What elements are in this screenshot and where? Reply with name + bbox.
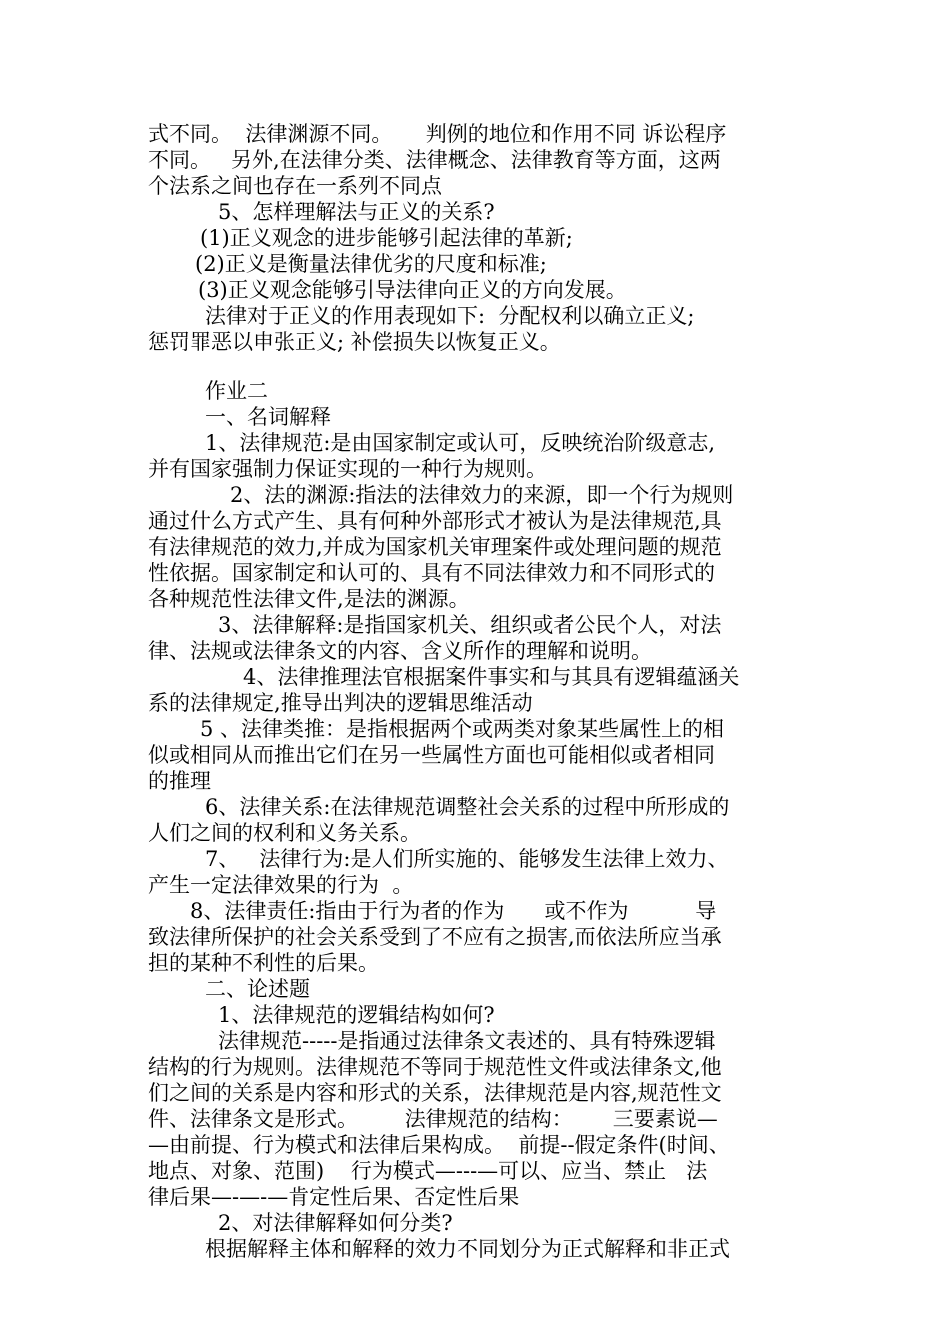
section-question: 5、怎样理解法与正义的关系? — [218, 200, 495, 224]
text-line: 7、 法律行为:是人们所实施的、能够发生法律上效力、 — [205, 847, 729, 871]
text-line: 似或相同从而推出它们在另一些属性方面也可能相似或者相同 — [148, 743, 715, 767]
text-line: 担的某种不利性的后果。 — [148, 951, 379, 975]
text-line: 并有国家强制力保证实现的一种行为规则。 — [148, 457, 547, 481]
section-question: 1、法律规范的逻辑结构如何? — [218, 1003, 495, 1027]
text-line: (1)正义观念的进步能够引起法律的革新; — [200, 226, 573, 250]
text-line: 1、法律规范:是由国家制定或认可，反映统治阶级意志, — [205, 431, 716, 455]
section-heading: 一、名词解释 — [205, 405, 331, 429]
text-line: 律、法规或法律条文的内容、含义所作的理解和说明。 — [148, 639, 652, 663]
text-line: 件、法律条文是形式。 法律规范的结构： 三要素说— — [148, 1107, 718, 1131]
text-line: 8、法律责任:指由于行为者的作为 或不作为 导 — [190, 899, 717, 923]
section-heading: 二、论述题 — [205, 977, 310, 1001]
assignment-title: 作业二 — [205, 379, 268, 403]
text-line: 律后果—-—-—肯定性后果、否定性后果 — [148, 1185, 520, 1209]
text-line: —由前提、行为模式和法律后果构成。 前提--假定条件(时间、 — [148, 1133, 730, 1157]
text-line: 的推理 — [148, 769, 211, 793]
text-line: 结构的行为规则。法律规范不等同于规范性文件或法律条文,他 — [148, 1055, 722, 1079]
text-line: 通过什么方式产生、具有何种外部形式才被认为是法律规范,具 — [148, 509, 722, 533]
section-question: 2、对法律解释如何分类? — [218, 1211, 453, 1235]
text-line: 法律对于正义的作用表现如下: 分配权利以确立正义; — [205, 304, 695, 328]
text-line: 惩罚罪恶以申张正义; 补偿损失以恢复正义。 — [148, 330, 561, 354]
text-line: 系的法律规定,推导出判决的逻辑思维活动 — [148, 691, 533, 715]
text-line: 产生一定法律效果的行为 。 — [148, 873, 414, 897]
text-line: 法律规范-----是指通过法律条文表述的、具有特殊逻辑 — [218, 1029, 716, 1053]
text-line: 人们之间的权利和义务关系。 — [148, 821, 421, 845]
text-line: 6、法律关系:在法律规范调整社会关系的过程中所形成的 — [205, 795, 730, 819]
text-line: 式不同。 法律渊源不同。 判例的地位和作用不同 诉讼程序 — [148, 122, 727, 146]
text-line: 3、法律解释:是指国家机关、组织或者公民个人，对法 — [218, 613, 722, 637]
text-line: 2、法的渊源:指法的法律效力的来源，即一个行为规则 — [230, 483, 734, 507]
text-line: 根据解释主体和解释的效力不同划分为正式解释和非正式 — [205, 1237, 730, 1261]
text-line: 地点、对象、范围) 行为模式—---—可以、应当、禁止 法 — [148, 1159, 708, 1183]
text-line: 4、法律推理法官根据案件事实和与其具有逻辑蕴涵关 — [243, 665, 740, 689]
text-line: (3)正义观念能够引导法律向正义的方向发展。 — [198, 278, 627, 302]
text-line: 致法律所保护的社会关系受到了不应有之损害,而依法所应当承 — [148, 925, 722, 949]
text-line: 有法律规范的效力,并成为国家机关审理案件或处理问题的规范 — [148, 535, 722, 559]
text-line: 个法系之间也存在一系列不同点 — [148, 174, 442, 198]
text-line: 不同。 另外,在法律分类、法律概念、法律教育等方面，这两 — [148, 148, 721, 172]
text-line: 各种规范性法律文件,是法的渊源。 — [148, 587, 470, 611]
text-line: (2)正义是衡量法律优劣的尺度和标准; — [195, 252, 547, 276]
text-line: 性依据。国家制定和认可的、具有不同法律效力和不同形式的 — [148, 561, 715, 585]
text-line: 们之间的关系是内容和形式的关系，法律规范是内容,规范性文 — [148, 1081, 722, 1105]
text-line: 5 、法律类推：是指根据两个或两类对象某些属性上的相 — [200, 717, 725, 741]
